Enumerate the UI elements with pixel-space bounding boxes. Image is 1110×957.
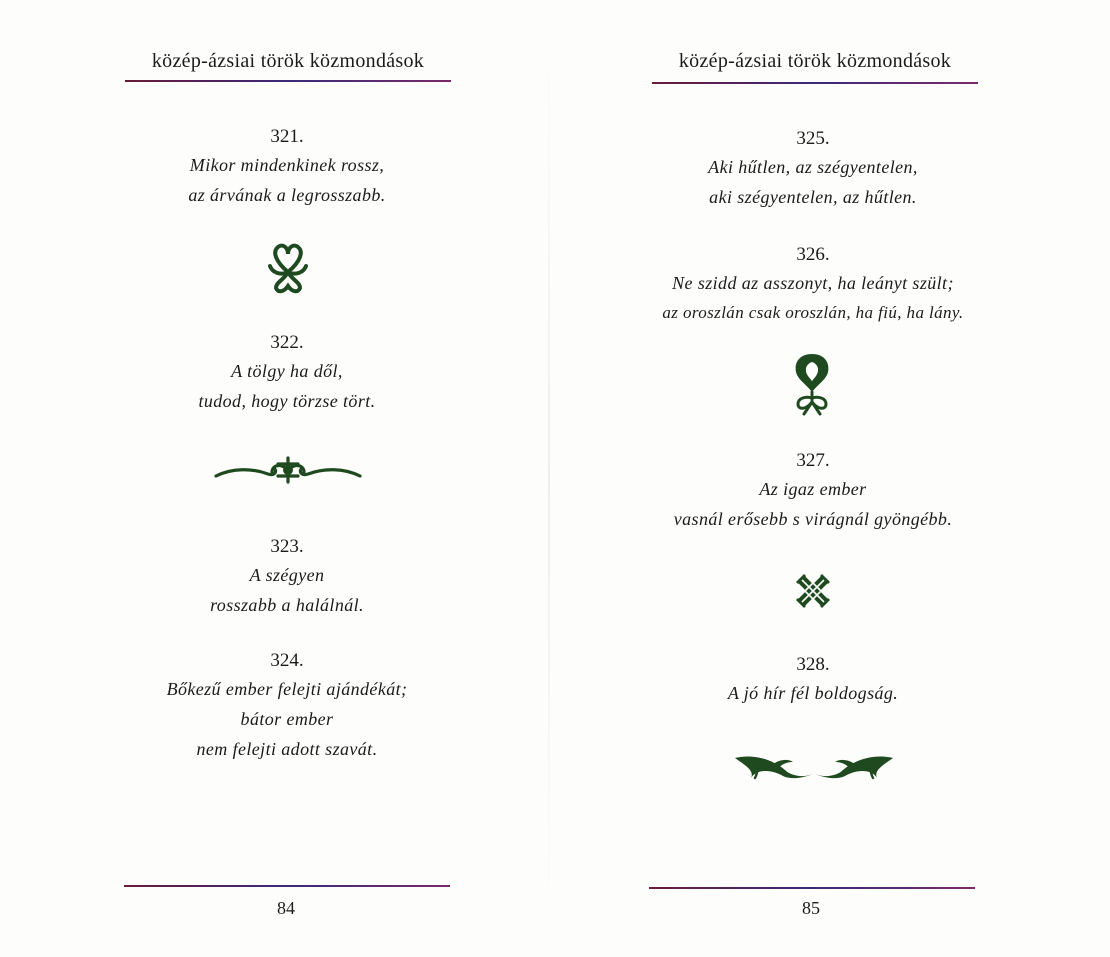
leaf-flourish-icon: [731, 748, 897, 788]
proverb-line: A szégyen: [249, 565, 325, 585]
proverb-line: aki szégyentelen, az hűtlen.: [709, 187, 917, 207]
flourish-divider-icon: [212, 454, 364, 486]
tulip-knot-icon: [792, 352, 832, 416]
proverb-328: [603, 652, 1023, 708]
proverb-line: az oroszlán csak oroszlán, ha fiú, ha lány.: [662, 303, 964, 322]
footer-rule: [649, 887, 975, 889]
proverb-322: [77, 330, 497, 416]
proverb-line: Az igaz ember: [759, 479, 867, 499]
proverb-line: Mikor mindenkinek rossz,: [189, 155, 385, 175]
proverb-number: 322.: [270, 332, 304, 353]
proverb-line: A tölgy ha dől,: [231, 361, 343, 381]
proverb-325: [603, 126, 1023, 212]
right-page: [555, 0, 1110, 957]
proverb-number: 327.: [796, 450, 830, 471]
heart-knot-icon: [266, 242, 310, 296]
footer-rule: [124, 885, 450, 887]
proverb-number: 324.: [270, 650, 304, 671]
proverb-line: rosszabb a halálnál.: [210, 595, 364, 615]
interlace-knot-icon: [790, 568, 836, 614]
proverb-line: Ne szidd az asszonyt, ha leányt szült;: [672, 273, 954, 293]
proverb-323: [77, 534, 497, 620]
page-number: 85: [802, 898, 820, 918]
proverb-number: 325.: [796, 128, 830, 149]
proverb-327: [603, 448, 1023, 534]
proverb-326: [603, 242, 1023, 328]
proverb-line: az árvának a legrosszabb.: [188, 185, 386, 205]
header-rule: [652, 82, 978, 84]
proverb-324: [77, 648, 497, 764]
proverb-number: 323.: [270, 536, 304, 557]
page-number: 84: [277, 898, 295, 918]
running-head: közép-ázsiai török közmondások: [151, 50, 425, 72]
proverb-number: 326.: [796, 244, 830, 265]
proverb-line: vasnál erősebb s virágnál gyöngébb.: [673, 509, 953, 529]
proverb-line: Aki hűtlen, az szégyentelen,: [708, 157, 918, 177]
proverb-number: 328.: [796, 654, 830, 675]
running-head: közép-ázsiai török közmondások: [678, 50, 952, 72]
proverb-line: A jó hír fél boldogság.: [727, 683, 899, 703]
proverb-number: 321.: [270, 126, 304, 147]
proverb-321: [77, 124, 497, 210]
proverb-line: Bőkezű ember felejti ajándékát;: [166, 679, 408, 699]
proverb-line: tudod, hogy törzse tört.: [198, 391, 376, 411]
proverb-line: bátor ember: [240, 709, 334, 729]
proverb-line: nem felejti adott szavát.: [196, 739, 378, 759]
header-rule: [125, 80, 451, 82]
